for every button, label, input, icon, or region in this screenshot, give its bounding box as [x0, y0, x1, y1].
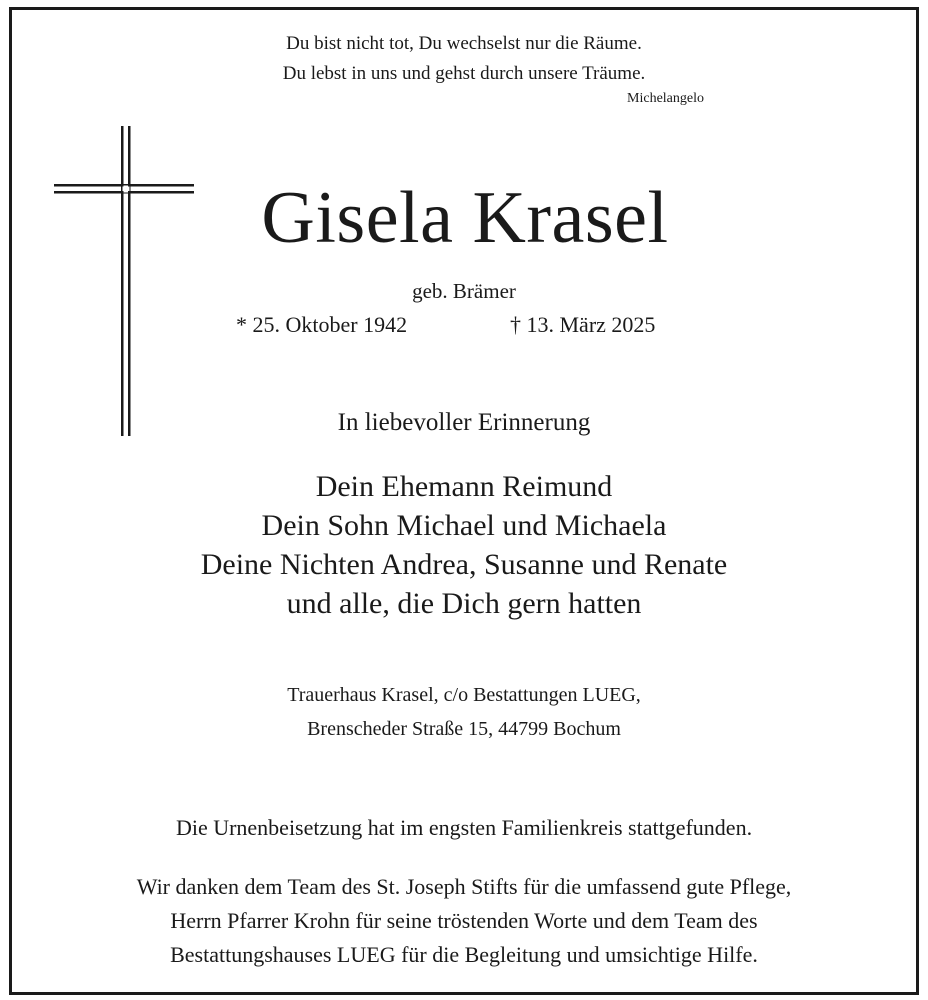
mourning-address [0, 678, 928, 746]
quote-line-1: Du bist nicht tot, Du wechselst nur die Räume. [286, 33, 642, 54]
thanks-line: Wir danken dem Team des St. Joseph Stifts für die umfassend gute Pflege, [136, 874, 792, 899]
deceased-name: Gisela Krasel [261, 177, 669, 259]
mourner-line: Dein Ehemann Reimund [315, 470, 613, 503]
thanks-line: Herrn Pfarrer Krohn für seine tröstenden Worte und dem Team des [170, 908, 758, 933]
quote-line-2: Du lebst in uns und gehst durch unsere Träume. [282, 63, 646, 84]
mourner-line: Dein Sohn Michael und Michaela [261, 509, 667, 542]
thanks-line: Bestattungshauses LUEG für die Begleitung und umsichtige Hilfe. [170, 942, 758, 967]
memory-line: In liebevoller Erinnerung [337, 409, 591, 436]
mourners-list [0, 467, 928, 623]
thanks-paragraph [0, 870, 928, 972]
address-line-2: Brenscheder Straße 15, 44799 Bochum [307, 718, 621, 740]
address-line-1: Trauerhaus Krasel, c/o Bestattungen LUEG, [287, 684, 641, 706]
mourner-line: und alle, die Dich gern hatten [286, 587, 642, 620]
maiden-name: geb. Brämer [412, 279, 516, 303]
death-date: † 13. März 2025 [510, 312, 656, 337]
mourner-line: Deine Nichten Andrea, Susanne und Renate [200, 548, 728, 581]
birth-date: * 25. Oktober 1942 [236, 312, 408, 337]
quote-author: Michelangelo [627, 91, 704, 106]
urn-notice: Die Urnenbeisetzung hat im engsten Familienkreis stattgefunden. [175, 815, 753, 840]
